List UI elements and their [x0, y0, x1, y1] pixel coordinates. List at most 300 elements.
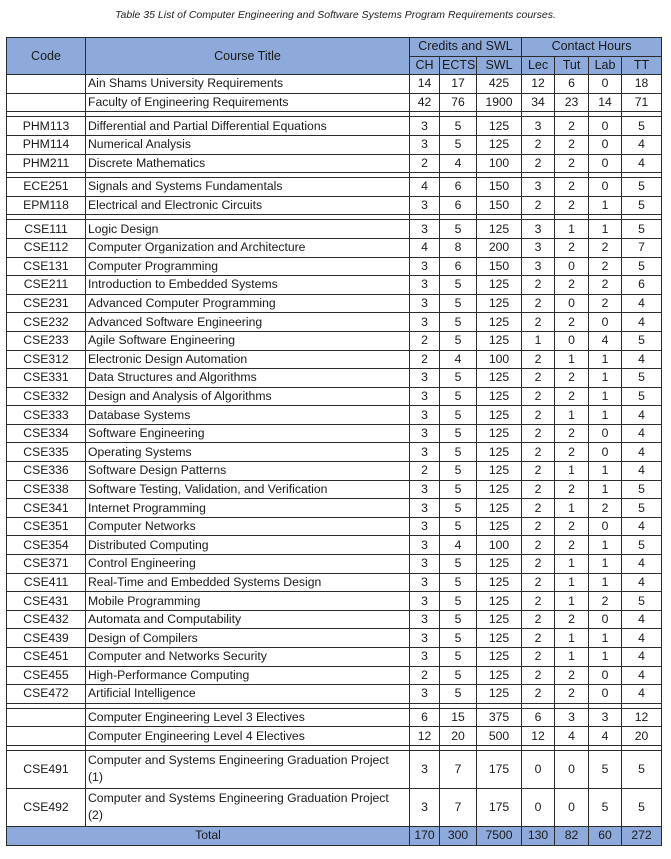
cell-tt: 5	[622, 178, 662, 197]
cell-tt: 4	[622, 135, 662, 154]
cell-code	[7, 93, 86, 112]
cell-code: CSE451	[7, 648, 86, 667]
cell-ects: 5	[440, 369, 477, 388]
cell-code: CSE112	[7, 238, 86, 257]
cell-ch: 2	[410, 154, 440, 173]
cell-swl: 125	[477, 135, 522, 154]
cell-title: Advanced Computer Programming	[86, 294, 410, 313]
cell-lec: 2	[522, 462, 555, 481]
cell-lab: 0	[589, 685, 622, 704]
cell-ch: 3	[410, 406, 440, 425]
cell-ch: 3	[410, 257, 440, 276]
table-row	[7, 592, 662, 611]
cell-lab: 1	[589, 462, 622, 481]
table-row	[7, 313, 662, 332]
cell-tt: 5	[622, 480, 662, 499]
cell-code: CSE351	[7, 517, 86, 536]
cell-code	[7, 708, 86, 727]
cell-swl: 125	[477, 424, 522, 443]
cell-tut: 2	[555, 424, 589, 443]
total-row	[7, 826, 662, 845]
cell-code: CSE232	[7, 313, 86, 332]
cell-tut: 2	[555, 369, 589, 388]
cell-tut: 0	[555, 294, 589, 313]
cell-tt: 5	[622, 196, 662, 215]
cell-tt: 4	[622, 350, 662, 369]
cell-swl: 125	[477, 331, 522, 350]
cell-title: Software Engineering	[86, 424, 410, 443]
table-row	[7, 93, 662, 112]
cell-code: CSE111	[7, 220, 86, 239]
cell-lec: 2	[522, 499, 555, 518]
cell-code: CSE233	[7, 331, 86, 350]
cell-tt: 5	[622, 750, 662, 788]
cell-swl: 100	[477, 350, 522, 369]
cell-lec: 3	[522, 238, 555, 257]
cell-tut: 2	[555, 685, 589, 704]
cell-swl: 125	[477, 443, 522, 462]
cell-lec: 2	[522, 685, 555, 704]
cell-lab: 4	[589, 331, 622, 350]
cell-ects: 5	[440, 406, 477, 425]
cell-swl: 425	[477, 75, 522, 94]
cell-swl: 125	[477, 555, 522, 574]
cell-tut: 1	[555, 592, 589, 611]
cell-lec: 2	[522, 294, 555, 313]
cell-tut: 0	[555, 788, 589, 826]
cell-tt: 71	[622, 93, 662, 112]
cell-swl: 125	[477, 666, 522, 685]
table-row	[7, 536, 662, 555]
cell-code	[7, 727, 86, 746]
header-ch: CH	[410, 56, 440, 75]
cell-tut: 1	[555, 406, 589, 425]
cell-swl: 125	[477, 629, 522, 648]
cell-tt: 4	[622, 555, 662, 574]
cell-ch: 2	[410, 331, 440, 350]
table-body	[7, 75, 662, 827]
cell-ch: 3	[410, 196, 440, 215]
cell-lec: 1	[522, 331, 555, 350]
cell-lec: 2	[522, 196, 555, 215]
cell-ects: 5	[440, 573, 477, 592]
cell-title: Electrical and Electronic Circuits	[86, 196, 410, 215]
cell-tut: 2	[555, 480, 589, 499]
cell-swl: 125	[477, 369, 522, 388]
cell-swl: 125	[477, 517, 522, 536]
cell-tut: 1	[555, 629, 589, 648]
cell-code: CSE338	[7, 480, 86, 499]
cell-lec: 2	[522, 666, 555, 685]
cell-tut: 23	[555, 93, 589, 112]
cell-code: CSE341	[7, 499, 86, 518]
cell-lab: 0	[589, 154, 622, 173]
cell-tt: 6	[622, 276, 662, 295]
table-header	[7, 38, 662, 75]
cell-title: Database Systems	[86, 406, 410, 425]
cell-swl: 1900	[477, 93, 522, 112]
table-row	[7, 685, 662, 704]
cell-tt: 12	[622, 708, 662, 727]
cell-lab: 1	[589, 555, 622, 574]
cell-tt: 5	[622, 257, 662, 276]
cell-tut: 2	[555, 238, 589, 257]
table-row	[7, 629, 662, 648]
cell-lab: 2	[589, 238, 622, 257]
cell-code: CSE492	[7, 788, 86, 826]
cell-ects: 5	[440, 424, 477, 443]
cell-ects: 15	[440, 708, 477, 727]
total-swl: 7500	[477, 826, 522, 845]
cell-ects: 20	[440, 727, 477, 746]
cell-code: CSE411	[7, 573, 86, 592]
cell-code: CSE431	[7, 592, 86, 611]
cell-tt: 5	[622, 387, 662, 406]
cell-tut: 2	[555, 178, 589, 197]
cell-lec: 34	[522, 93, 555, 112]
cell-code	[7, 75, 86, 94]
cell-ects: 5	[440, 629, 477, 648]
cell-title: Data Structures and Algorithms	[86, 369, 410, 388]
cell-ch: 3	[410, 424, 440, 443]
cell-ects: 5	[440, 555, 477, 574]
cell-tut: 2	[555, 536, 589, 555]
cell-code: EPM118	[7, 196, 86, 215]
cell-ch: 3	[410, 750, 440, 788]
cell-ects: 5	[440, 135, 477, 154]
cell-lec: 2	[522, 276, 555, 295]
cell-tut: 0	[555, 331, 589, 350]
cell-code: ECE251	[7, 178, 86, 197]
cell-lab: 3	[589, 708, 622, 727]
cell-lab: 1	[589, 369, 622, 388]
cell-title: Discrete Mathematics	[86, 154, 410, 173]
header-tut: Tut	[555, 56, 589, 75]
cell-title: Computer and Networks Security	[86, 648, 410, 667]
cell-lab: 1	[589, 387, 622, 406]
cell-title: Artificial Intelligence	[86, 685, 410, 704]
cell-tt: 4	[622, 313, 662, 332]
cell-ch: 6	[410, 708, 440, 727]
cell-swl: 125	[477, 480, 522, 499]
header-tt: TT	[622, 56, 662, 75]
cell-lec: 2	[522, 629, 555, 648]
cell-tut: 3	[555, 708, 589, 727]
cell-lec: 3	[522, 178, 555, 197]
table-row	[7, 727, 662, 746]
cell-lec: 2	[522, 406, 555, 425]
cell-lab: 14	[589, 93, 622, 112]
cell-swl: 175	[477, 788, 522, 826]
cell-lec: 0	[522, 750, 555, 788]
cell-tut: 1	[555, 573, 589, 592]
cell-swl: 125	[477, 220, 522, 239]
cell-title: Real-Time and Embedded Systems Design	[86, 573, 410, 592]
cell-ch: 4	[410, 178, 440, 197]
cell-lec: 2	[522, 387, 555, 406]
cell-code: CSE432	[7, 610, 86, 629]
total-ects: 300	[440, 826, 477, 845]
cell-tut: 2	[555, 517, 589, 536]
cell-ch: 3	[410, 610, 440, 629]
cell-lec: 3	[522, 257, 555, 276]
cell-lab: 2	[589, 294, 622, 313]
table-row	[7, 788, 662, 826]
cell-ch: 3	[410, 788, 440, 826]
cell-lec: 2	[522, 350, 555, 369]
cell-lab: 2	[589, 257, 622, 276]
cell-lec: 2	[522, 610, 555, 629]
cell-lec: 2	[522, 573, 555, 592]
cell-tut: 2	[555, 666, 589, 685]
header-contact-group: Contact Hours	[522, 38, 662, 57]
cell-lec: 2	[522, 313, 555, 332]
cell-lec: 2	[522, 536, 555, 555]
cell-lab: 0	[589, 666, 622, 685]
header-swl: SWL	[477, 56, 522, 75]
cell-ects: 7	[440, 750, 477, 788]
cell-tt: 5	[622, 117, 662, 136]
cell-lab: 0	[589, 610, 622, 629]
cell-tut: 2	[555, 610, 589, 629]
table-row	[7, 238, 662, 257]
cell-code: CSE312	[7, 350, 86, 369]
cell-title: Operating Systems	[86, 443, 410, 462]
cell-lab: 1	[589, 350, 622, 369]
cell-ch: 3	[410, 648, 440, 667]
cell-swl: 125	[477, 406, 522, 425]
cell-title: Advanced Software Engineering	[86, 313, 410, 332]
cell-ects: 6	[440, 257, 477, 276]
cell-ch: 3	[410, 387, 440, 406]
cell-ch: 3	[410, 135, 440, 154]
table-row	[7, 648, 662, 667]
header-course-title: Course Title	[86, 38, 410, 75]
cell-swl: 125	[477, 313, 522, 332]
cell-lab: 1	[589, 220, 622, 239]
cell-tt: 5	[622, 369, 662, 388]
cell-title: Agile Software Engineering	[86, 331, 410, 350]
table-row	[7, 135, 662, 154]
cell-lab: 0	[589, 313, 622, 332]
cell-code: CSE131	[7, 257, 86, 276]
cell-ects: 5	[440, 117, 477, 136]
cell-swl: 150	[477, 257, 522, 276]
cell-lab: 5	[589, 788, 622, 826]
cell-code: CSE332	[7, 387, 86, 406]
cell-title: Computer Engineering Level 3 Electives	[86, 708, 410, 727]
table-row	[7, 220, 662, 239]
cell-ch: 3	[410, 499, 440, 518]
cell-swl: 125	[477, 592, 522, 611]
total-tt: 272	[622, 826, 662, 845]
cell-ch: 3	[410, 555, 440, 574]
cell-ects: 4	[440, 154, 477, 173]
cell-title: Signals and Systems Fundamentals	[86, 178, 410, 197]
cell-ects: 5	[440, 313, 477, 332]
cell-code: PHM211	[7, 154, 86, 173]
cell-tt: 18	[622, 75, 662, 94]
cell-swl: 200	[477, 238, 522, 257]
cell-lab: 1	[589, 573, 622, 592]
cell-title: Faculty of Engineering Requirements	[86, 93, 410, 112]
cell-lec: 2	[522, 648, 555, 667]
cell-tt: 5	[622, 220, 662, 239]
cell-ects: 5	[440, 499, 477, 518]
cell-title: Computer Organization and Architecture	[86, 238, 410, 257]
cell-title: Design and Analysis of Algorithms	[86, 387, 410, 406]
table-row	[7, 424, 662, 443]
cell-swl: 100	[477, 154, 522, 173]
cell-title: High-Performance Computing	[86, 666, 410, 685]
cell-lab: 0	[589, 75, 622, 94]
cell-tt: 5	[622, 331, 662, 350]
cell-ch: 3	[410, 220, 440, 239]
table-row	[7, 387, 662, 406]
table-row	[7, 443, 662, 462]
cell-lec: 2	[522, 517, 555, 536]
cell-ch: 3	[410, 517, 440, 536]
cell-tut: 4	[555, 727, 589, 746]
total-ch: 170	[410, 826, 440, 845]
cell-tut: 0	[555, 257, 589, 276]
cell-lab: 2	[589, 592, 622, 611]
table-row	[7, 154, 662, 173]
cell-code: CSE354	[7, 536, 86, 555]
cell-tt: 4	[622, 517, 662, 536]
cell-lab: 1	[589, 536, 622, 555]
table-row	[7, 331, 662, 350]
cell-lec: 12	[522, 727, 555, 746]
cell-code: CSE335	[7, 443, 86, 462]
table-caption: Table 35 List of Computer Engineering and Software Systems Program Requirements courses.	[115, 9, 556, 21]
cell-tut: 1	[555, 499, 589, 518]
cell-tut: 6	[555, 75, 589, 94]
cell-title: Computer Engineering Level 4 Electives	[86, 727, 410, 746]
table-row	[7, 610, 662, 629]
cell-lab: 0	[589, 117, 622, 136]
cell-tt: 4	[622, 666, 662, 685]
cell-ects: 4	[440, 536, 477, 555]
cell-lec: 2	[522, 424, 555, 443]
cell-lec: 2	[522, 369, 555, 388]
cell-swl: 125	[477, 387, 522, 406]
table-row	[7, 462, 662, 481]
cell-title: Mobile Programming	[86, 592, 410, 611]
cell-tut: 1	[555, 220, 589, 239]
cell-tt: 4	[622, 685, 662, 704]
cell-ects: 5	[440, 480, 477, 499]
cell-lab: 0	[589, 178, 622, 197]
header-credits-group: Credits and SWL	[410, 38, 522, 57]
cell-title: Logic Design	[86, 220, 410, 239]
table-row	[7, 196, 662, 215]
cell-tut: 2	[555, 135, 589, 154]
cell-title: Automata and Computability	[86, 610, 410, 629]
cell-lab: 0	[589, 135, 622, 154]
cell-lec: 2	[522, 135, 555, 154]
cell-tut: 1	[555, 555, 589, 574]
cell-ects: 8	[440, 238, 477, 257]
cell-lab: 1	[589, 196, 622, 215]
cell-ects: 5	[440, 462, 477, 481]
cell-tt: 4	[622, 154, 662, 173]
cell-title: Computer and Systems Engineering Graduation Project (1)	[86, 750, 410, 788]
cell-lec: 3	[522, 117, 555, 136]
total-lab: 60	[589, 826, 622, 845]
cell-title: Ain Shams University Requirements	[86, 75, 410, 94]
cell-ects: 5	[440, 331, 477, 350]
cell-ch: 2	[410, 666, 440, 685]
cell-swl: 125	[477, 610, 522, 629]
cell-swl: 125	[477, 573, 522, 592]
cell-lec: 2	[522, 592, 555, 611]
cell-ects: 5	[440, 220, 477, 239]
header-lab: Lab	[589, 56, 622, 75]
cell-swl: 375	[477, 708, 522, 727]
cell-ch: 2	[410, 350, 440, 369]
program-requirements-table	[6, 37, 662, 846]
cell-lec: 2	[522, 443, 555, 462]
cell-tt: 4	[622, 462, 662, 481]
cell-ch: 3	[410, 629, 440, 648]
cell-tut: 2	[555, 154, 589, 173]
cell-title: Numerical Analysis	[86, 135, 410, 154]
table-row	[7, 257, 662, 276]
cell-swl: 150	[477, 196, 522, 215]
cell-code: CSE333	[7, 406, 86, 425]
cell-lec: 0	[522, 788, 555, 826]
cell-code: CSE491	[7, 750, 86, 788]
total-tut: 82	[555, 826, 589, 845]
cell-ch: 3	[410, 369, 440, 388]
header-ects: ECTS	[440, 56, 477, 75]
cell-tut: 2	[555, 196, 589, 215]
cell-ects: 5	[440, 685, 477, 704]
header-lec: Lec	[522, 56, 555, 75]
cell-lec: 6	[522, 708, 555, 727]
cell-lab: 1	[589, 648, 622, 667]
cell-ects: 5	[440, 592, 477, 611]
cell-tt: 20	[622, 727, 662, 746]
cell-tt: 5	[622, 499, 662, 518]
cell-title: Computer and Systems Engineering Graduation Project (2)	[86, 788, 410, 826]
cell-ects: 5	[440, 610, 477, 629]
cell-ects: 5	[440, 387, 477, 406]
table-row	[7, 406, 662, 425]
cell-ects: 17	[440, 75, 477, 94]
cell-tut: 0	[555, 750, 589, 788]
cell-ch: 12	[410, 727, 440, 746]
cell-ects: 5	[440, 443, 477, 462]
table-row	[7, 517, 662, 536]
cell-title: Distributed Computing	[86, 536, 410, 555]
cell-ects: 5	[440, 294, 477, 313]
cell-code: CSE336	[7, 462, 86, 481]
cell-swl: 125	[477, 276, 522, 295]
cell-tut: 2	[555, 443, 589, 462]
cell-lec: 2	[522, 555, 555, 574]
cell-tt: 7	[622, 238, 662, 257]
cell-ch: 3	[410, 573, 440, 592]
cell-code: CSE455	[7, 666, 86, 685]
table-row	[7, 178, 662, 197]
cell-ch: 3	[410, 294, 440, 313]
cell-tut: 2	[555, 117, 589, 136]
cell-tut: 1	[555, 648, 589, 667]
cell-ects: 6	[440, 196, 477, 215]
cell-tt: 4	[622, 294, 662, 313]
